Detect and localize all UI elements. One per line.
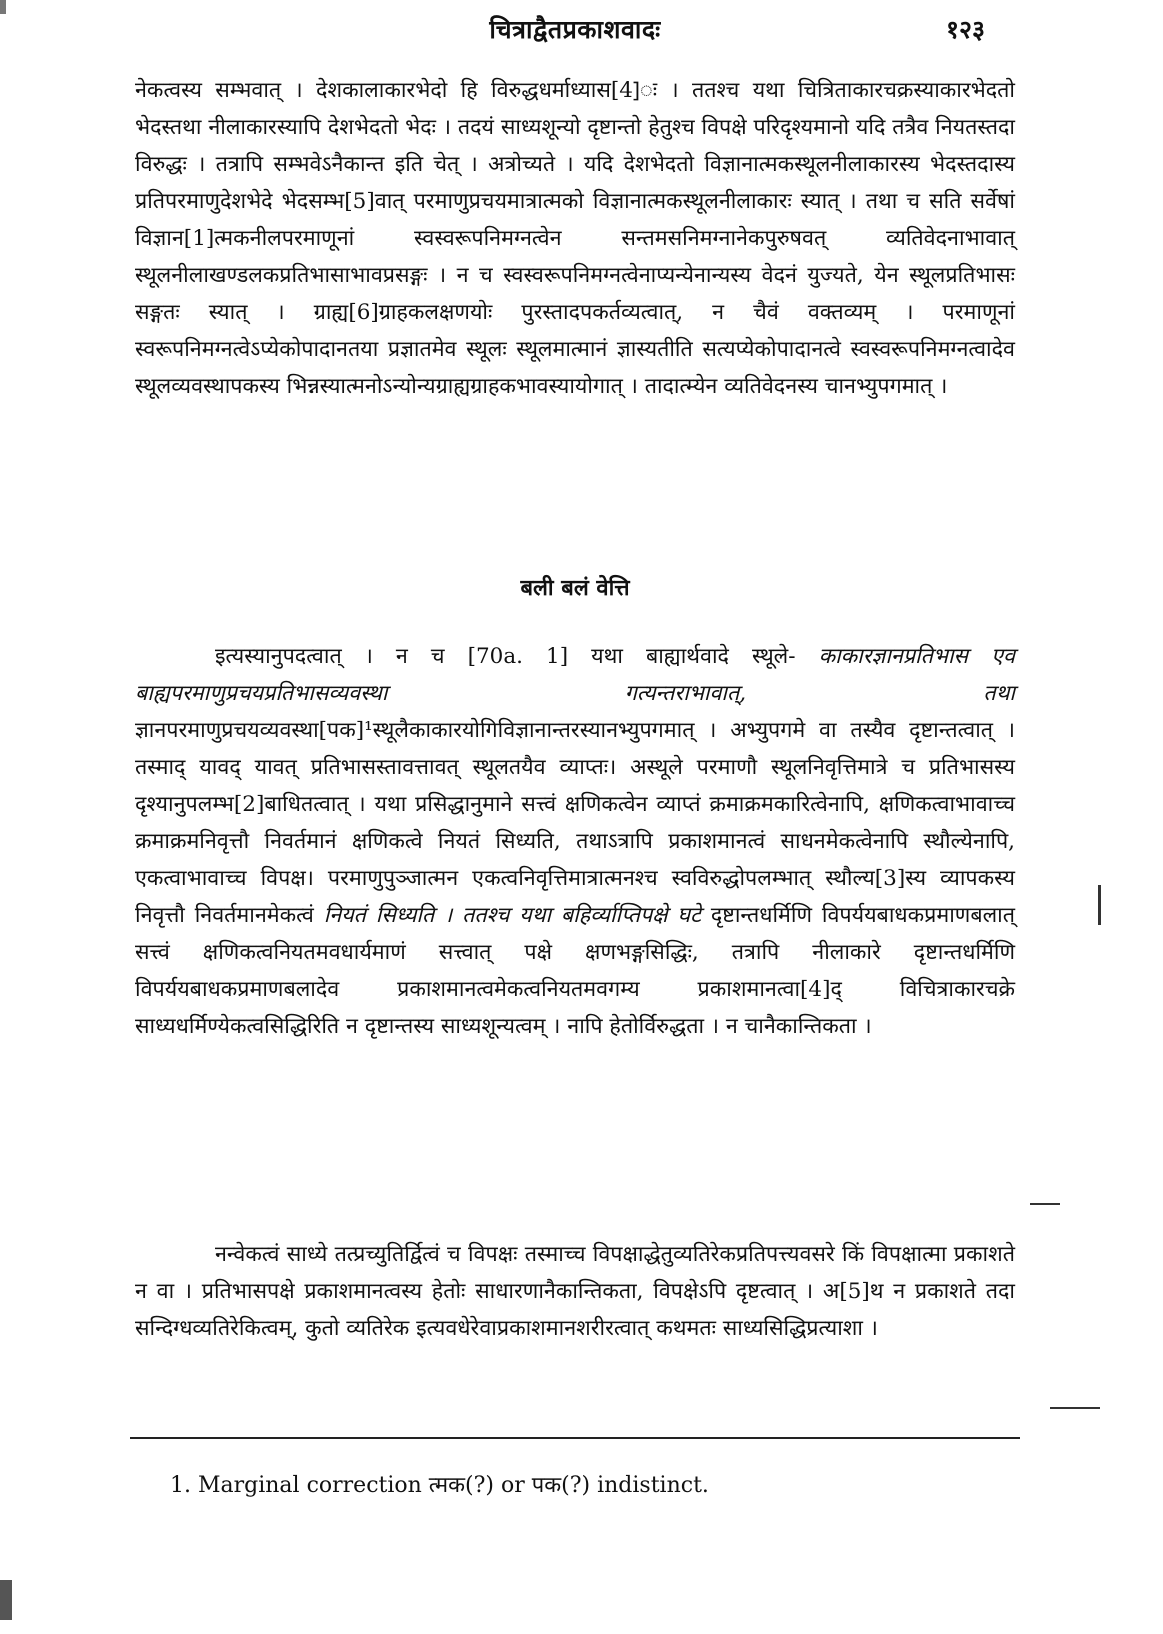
footnote-divider <box>130 1437 1020 1439</box>
paragraph-2-italic-2: नियतं सिध्यति । ततश्च यथा बहिर्व्याप्तिपक्षे घटे <box>323 903 701 928</box>
paragraph-2-italic-1: काकारज्ञानप्रतिभास एव बाह्यपरमाणुप्रचयप्रतिभासव्यवस्था गत्यन्तराभावात्, तथा <box>135 644 1015 706</box>
paragraph-2-part-3: दृष्टान्तधर्मिणि विपर्ययबाधकप्रमाणबलात् सत्त्वं क्षणिकत्वनियतमवधार्यमाणं सत्त्वात् पक्षे क्षणभङ्गसिद्धिः, तत्रापि नीलाकारे दृष्टान्तधर्मिणि विपर्ययबाधकप्रमाणबलादेव प्रकाशमानत्वमेकत्वनियतमवगम्य प्रकाशमानत्वा[4]द् विचित्राकारचक्रे साध्यधर्मिण्येकत्वसिद्धिरिति न दृष्टान्तस्य साध्यशून्यत्वम् । नापि हेतोर्विरुद्धता । न चानैकान्तिकता । <box>135 903 1016 1039</box>
page-header <box>135 6 1015 54</box>
paragraph-2-part-2: ज्ञानपरमाणुप्रचयव्यवस्था[पक]¹स्थूलैकाकारयोगिविज्ञानान्तरस्यानभ्युपगमात् । अभ्युपगमे वा तस्यैव दृष्टान्तत्वात् । तस्माद् यावद् यावत् प्रतिभासस्तावत्तावत् स्थूलतयैव व्याप्तः। अस्थूले परमाणौ स्थूलनिवृत्तिमात्रे च प्रतिभासस्य दृश्यानुपलम्भ[2]बाधितत्वात् । यथा प्रसिद्धानुमाने सत्त्वं क्षणिकत्वेन व्याप्तं क्रमाक्रमकारित्वेनापि, क्षणिकत्वाभावाच्च क्रमाक्रमनिवृत्तौ निवर्तमानं क्षणिकत्वे नियतं सिध्यति, तथाऽत्रापि प्रकाशमानत्वं साधनमेकत्वेनापि स्थौल्येनापि, एकत्वाभावाच्च विपक्ष। परमाणुपुञ्जात्मन एकत्वनिवृत्तिमात्रात्मनश्च स्वविरुद्धोपलम्भात् स्थौल्य[3]स्य व्यापकस्य निवृत्तौ निवर्तमानमेकत्वं <box>135 718 1015 928</box>
binding-edge-mark <box>0 1580 12 1620</box>
paragraph-1: नेकत्वस्य सम्भवात् । देशकालाकारभेदो हि विरुद्धधर्माध्यास[4]ः । ततश्च यथा चित्रिताकारचक्रस्याकारभेदतो भेदस्तथा नीलाकारस्यापि देशभेदतो भेदः । तदयं साध्यशून्यो दृष्टान्तो हेतुश्च विपक्षे परिदृश्यमानो यदि तत्रैव नियतस्तदा विरुद्धः । तत्रापि सम्भवेऽनैकान्त इति चेत् । अत्रोच्यते । यदि देशभेदतो विज्ञानात्मकस्थूलनीलाकारस्य भेदस्तदास्य प्रतिपरमाणुदेशभेदे भेदसम्भ[5]वात् परमाणुप्रचयमात्रात्मको विज्ञानात्मकस्थूलनीलाकारः स्यात् । तथा च सति सर्वेषां विज्ञान[1]त्मकनीलपरमाणूनां स्वस्वरूपनिमग्नत्वेन सन्तमसनिमग्नानेकपुरुषवत् व्यतिवेदनाभावात् स्थूलनीलाखण्डलकप्रतिभासाभावप्रसङ्गः । न च स्वस्वरूपनिमग्नत्वेनाप्यन्येनान्यस्य वेदनं युज्यते, येन स्थूलप्रतिभासः सङ्गतः स्यात् । ग्राह्य[6]ग्राहकलक्षणयोः पुरस्तादपकर्तव्यत्वात्, न चैवं वक्तव्यम् । परमाणूनां स्वरूपनिमग्नत्वेऽप्येकोपादानतया प्रज्ञातमेव स्थूलः स्थूलमात्मानं ज्ञास्यतीति सत्यप्येकोपादानत्वे स्वस्वरूपनिमग्नत्वादेव स्थूलव्यवस्थापकस्य भिन्नस्यात्मनोऽन्योन्यग्राह्यग्राहकभावस्यायोगात् । तादात्म्येन व्यतिवेदनस्य चानभ्युपगमात् । <box>135 78 1015 399</box>
margin-mark <box>1030 1203 1060 1205</box>
corner-mark <box>0 0 6 14</box>
footnote: 1. Marginal correction त्मक(?) or पक(?) indistinct. <box>170 1473 709 1498</box>
margin-mark <box>1098 885 1101 925</box>
margin-mark <box>1050 1407 1100 1409</box>
verse-heading: बली बलं वेत्ति <box>520 575 630 601</box>
paragraph-2 <box>135 638 1015 1045</box>
paragraph-2-part-1: इत्यस्यानुपदत्वात् । न च [70a. 1] यथा बाह्यार्थवादे स्थूले- <box>215 644 796 669</box>
running-head: चित्राद्वैतप्रकाशवादः <box>489 15 661 44</box>
paragraph-3: नन्वेकत्वं साध्ये तत्प्रच्युतिर्द्वित्वं च विपक्षः तस्माच्च विपक्षाद्धेतुव्यतिरेकप्रतिपत्त्यवसरे किं विपक्षात्मा प्रकाशते न वा । प्रतिभासपक्षे प्रकाशमानत्वस्य हेतोः साधारणानैकान्तिकता, विपक्षेऽपि दृष्टत्वात् । अ[5]थ न प्रकाशते तदा सन्दिग्धव्यतिरेकित्वम्, कुतो व्यतिरेक इत्यवधेरेवाप्रकाशमानशरीरत्वात् कथमतः साध्यसिद्धिप्रत्याशा । <box>135 1242 1015 1341</box>
page-number: १२३ <box>945 15 985 44</box>
